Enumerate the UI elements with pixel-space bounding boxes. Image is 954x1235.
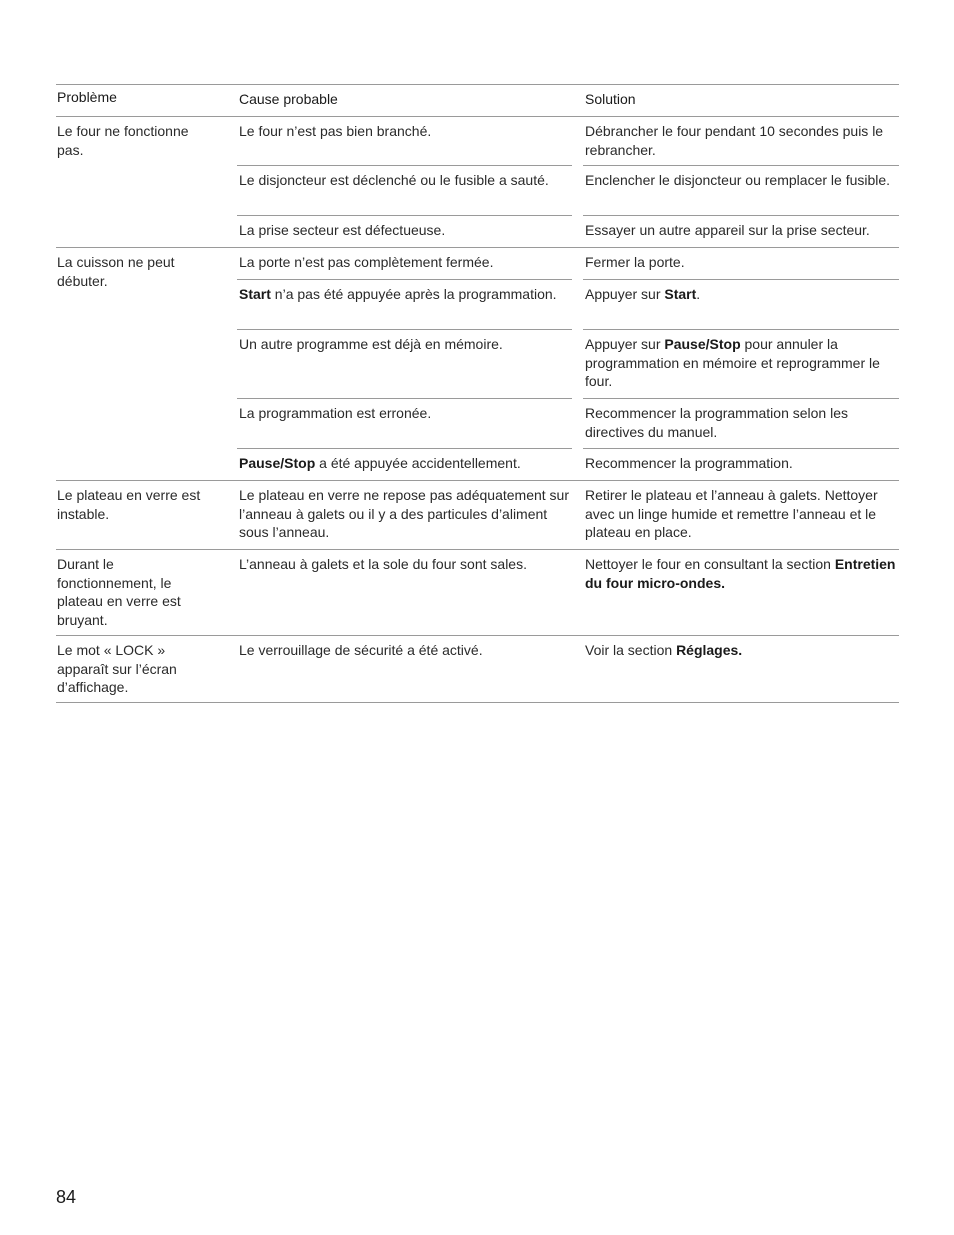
cause-text	[239, 171, 569, 190]
text-segment: Le plateau en verre ne repose pas adéquatement sur l’anneau à galets ou il y a des particules d’aliment sous l’anneau.	[239, 487, 570, 540]
text-segment: Recommencer la programmation.	[585, 455, 793, 471]
header-solution: Solution	[585, 91, 636, 107]
problem-group	[56, 117, 899, 248]
button-reference: Start	[239, 286, 271, 302]
solution-text	[585, 641, 899, 660]
text-segment: Appuyer sur	[585, 286, 665, 302]
text-segment: n’a pas été appuyée après la programmation.	[270, 286, 557, 302]
cause-text	[239, 404, 569, 423]
text-segment: pour annuler la programmation en mémoire et reprogrammer le four.	[585, 336, 880, 389]
table-header-row	[56, 85, 899, 117]
text-segment: Essayer un autre appareil sur la prise secteur.	[585, 222, 870, 238]
text-segment: .	[696, 286, 701, 302]
text-segment: a été appuyée accidentellement.	[315, 455, 521, 471]
text-segment: La porte n’est pas complètement fermée.	[239, 254, 494, 270]
text-segment: Un autre programme est déjà en mémoire.	[239, 336, 503, 352]
button-reference: Réglages.	[676, 642, 743, 658]
troubleshooting-table	[56, 84, 899, 703]
text-segment: Fermer la porte.	[585, 254, 685, 270]
problem-text: Le mot « LOCK » apparaît sur l’écran d’affichage.	[57, 642, 177, 695]
page-number: 84	[56, 1187, 77, 1207]
button-reference: Start	[664, 286, 697, 302]
cause-text	[239, 122, 569, 141]
problem-group	[56, 636, 899, 703]
problem-text: Durant le fonctionnement, le plateau en verre est bruyant.	[57, 556, 181, 628]
text-segment: Retirer le plateau et l’anneau à galets. Nettoyer avec un linge humide et remettre l’anneau et le plateau en place.	[585, 487, 878, 540]
cause-text	[239, 335, 569, 354]
cause-text	[239, 221, 569, 240]
cause-text	[239, 641, 569, 660]
table-row	[237, 636, 899, 702]
text-segment: La prise secteur est défectueuse.	[239, 222, 446, 238]
cause-text	[239, 253, 569, 272]
problem-text: La cuisson ne peut débuter.	[57, 254, 175, 289]
solution-text	[585, 171, 899, 190]
solution-text	[585, 486, 899, 542]
text-segment: Le disjoncteur est déclenché ou le fusible a sauté.	[239, 172, 549, 188]
solution-text	[585, 253, 899, 272]
text-segment: Le verrouillage de sécurité a été activé.	[239, 642, 483, 658]
text-segment: Le four n’est pas bien branché.	[239, 123, 432, 139]
text-segment: Appuyer sur	[585, 336, 665, 352]
header-problem: Problème	[57, 89, 117, 105]
text-segment: Recommencer la programmation selon les directives du manuel.	[585, 405, 848, 440]
table-row	[237, 449, 899, 480]
problem-text: Le four ne fonctionne pas.	[57, 123, 189, 158]
cause-text	[239, 555, 569, 574]
table-row	[237, 280, 899, 330]
cause-text	[239, 285, 569, 304]
cause-text	[239, 454, 569, 473]
solution-text	[585, 454, 899, 473]
text-segment: Nettoyer le four en consultant la section	[585, 556, 835, 572]
button-reference: Entretien du four micro-ondes.	[585, 556, 896, 591]
table-row	[237, 117, 899, 166]
text-segment: L’anneau à galets et la sole du four sont sales.	[239, 556, 527, 572]
text-segment: Débrancher le four pendant 10 secondes puis le rebrancher.	[585, 123, 884, 158]
table-row	[237, 248, 899, 280]
problem-group	[56, 550, 899, 636]
solution-text	[585, 404, 899, 441]
text-segment: Voir la section	[585, 642, 677, 658]
solution-text	[585, 335, 899, 391]
text-segment: Enclencher le disjoncteur ou remplacer le fusible.	[585, 172, 891, 188]
solution-text	[585, 122, 899, 159]
header-cause: Cause probable	[239, 91, 338, 107]
text-segment: La programmation est erronée.	[239, 405, 432, 421]
table-row	[237, 216, 899, 247]
cause-text	[239, 486, 569, 542]
solution-text	[585, 221, 899, 240]
problem-group	[56, 481, 899, 550]
table-row	[237, 166, 899, 216]
table-row	[237, 330, 899, 399]
table-row	[237, 550, 899, 635]
table-row	[237, 399, 899, 449]
problem-text: Le plateau en verre est instable.	[57, 487, 201, 522]
button-reference: Pause/Stop	[239, 455, 316, 471]
problem-group	[56, 248, 899, 481]
table-body	[56, 117, 899, 703]
table-row	[237, 481, 899, 549]
button-reference: Pause/Stop	[664, 336, 741, 352]
solution-text	[585, 555, 899, 592]
solution-text	[585, 285, 899, 304]
